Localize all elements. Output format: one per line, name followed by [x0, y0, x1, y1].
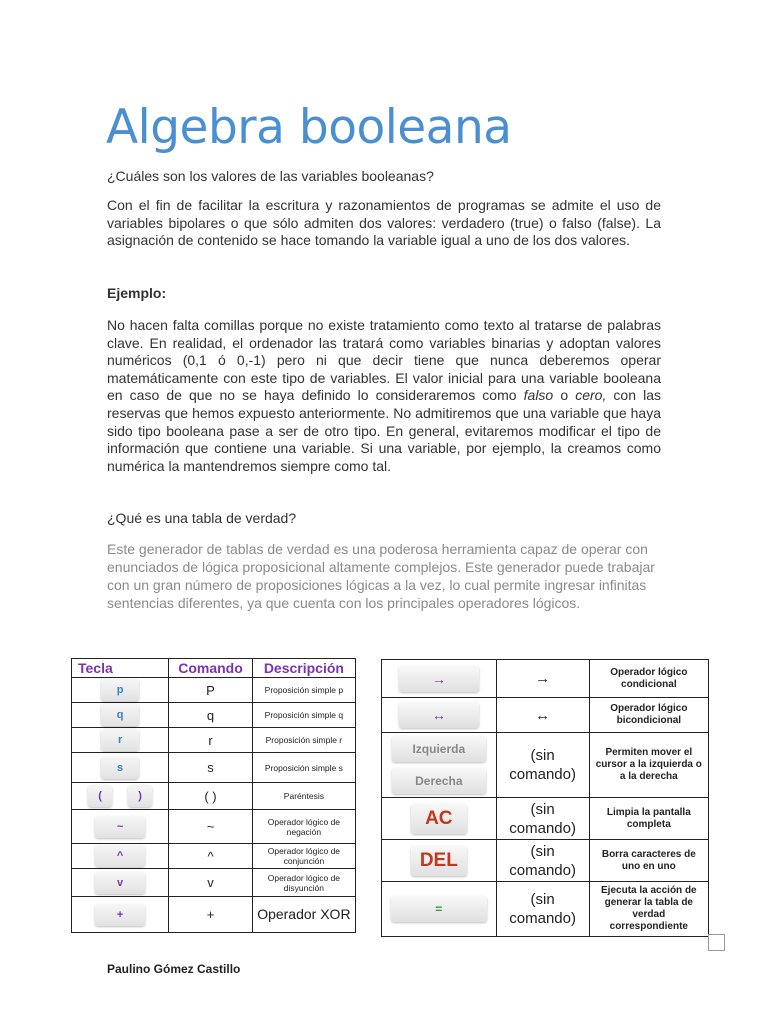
table-row	[382, 798, 709, 840]
description-cell: Operador XOR	[252, 897, 355, 933]
command-cell: →	[496, 660, 589, 698]
paragraph-example-mid: o	[553, 387, 576, 404]
paragraph-example-part2: con las reservas que hemos expuesto anteriormente. No admitiremos que una variable que haya sido tipo booleana pase a ser de otro tipo. En general, evitaremos modificar el tipo de información que contiene una variable. Si una variable, por ejemplo, la creamos como numérica la mantendremos siempre como tal.	[107, 387, 661, 474]
question-boolean-values: ¿Cuáles son los valores de las variables booleanas?	[107, 168, 434, 184]
key-conditional-button[interactable]: →	[399, 666, 479, 692]
command-cell: q	[169, 703, 253, 728]
paragraph-intro: Con el fin de facilitar la escritura y razonamientos de programas se admite el uso de variables bipolares o que sólo admiten dos valores: verdadero (true) o falso (false). La asignación de contenido se hace tomando la variable igual a uno de los dos valores.	[107, 197, 661, 249]
key-disjunction-button[interactable]: v	[95, 872, 145, 894]
table-row	[72, 703, 356, 728]
key-biconditional-button[interactable]: ↔	[399, 702, 479, 728]
key-cell	[72, 810, 169, 844]
table-row	[72, 844, 356, 869]
key-cell	[72, 728, 169, 753]
key-cell	[72, 844, 169, 869]
question-truth-table: ¿Qué es una tabla de verdad?	[107, 510, 297, 526]
paragraph-generator: Este generador de tablas de verdad es una poderosa herramienta capaz de operar con enunciados de lógica proposicional altamente complejos. Este generador puede trabajar con un gran número de proposiciones lógicas a la vez, lo cual permite ingresar infinitas sentencias diferentes, ya que cuenta con los principales operadores lógicos.	[107, 541, 655, 611]
key-cell	[72, 783, 169, 810]
key-cell	[72, 703, 169, 728]
key-cell	[72, 897, 169, 933]
header-tecla: Tecla	[72, 659, 169, 678]
key-q-button[interactable]: q	[101, 704, 139, 726]
description-cell: Proposición simple q	[252, 703, 355, 728]
paragraph-example	[107, 317, 661, 475]
table-row	[72, 869, 356, 897]
key-close-paren-button[interactable]: )	[128, 785, 152, 807]
key-cell	[72, 753, 169, 783]
description-cell: Borra caracteres de uno en uno	[589, 840, 708, 882]
keys-table-right	[381, 659, 709, 937]
key-clear-button[interactable]: AC	[411, 804, 467, 834]
table-row	[382, 882, 709, 937]
command-cell: (sin comando)	[496, 840, 589, 882]
key-right-button[interactable]: Derecha	[392, 768, 486, 794]
table-row	[72, 897, 356, 933]
description-cell: Proposición simple r	[252, 728, 355, 753]
description-cell: Proposición simple p	[252, 678, 355, 703]
command-cell: P	[169, 678, 253, 703]
key-cell	[382, 798, 497, 840]
description-cell: Operador lógico de disyunción	[252, 869, 355, 897]
header-descripcion: Descripción	[252, 659, 355, 678]
key-cell	[382, 660, 497, 698]
key-open-paren-button[interactable]: (	[88, 785, 112, 807]
description-cell: Permiten mover el cursor a la izquierda o a la derecha	[589, 733, 708, 798]
command-cell: s	[169, 753, 253, 783]
page-corner-mark	[708, 934, 725, 951]
key-negation-button[interactable]: ~	[95, 816, 145, 838]
description-cell: Paréntesis	[252, 783, 355, 810]
key-cell	[382, 733, 497, 798]
table-row	[382, 660, 709, 698]
key-xor-button[interactable]: +	[95, 904, 145, 926]
key-conjunction-button[interactable]: ^	[95, 845, 145, 867]
command-cell: ~	[169, 810, 253, 844]
key-p-button[interactable]: p	[101, 679, 139, 701]
table-row	[72, 753, 356, 783]
command-cell: (sin comando)	[496, 798, 589, 840]
description-cell: Operador lógico condicional	[589, 660, 708, 698]
keys-table-left	[71, 658, 356, 933]
key-cell	[72, 869, 169, 897]
paragraph-example-part1: No hacen falta comillas porque no existe tratamiento como texto al tratarse de palabras clave. En realidad, el ordenador las tratará como variables binarias y adoptan valores numéricos (0,1 ó 0,-1) pero ni que decir tiene que nunca deberemos operar matemáticamente con este tipo de variables. El valor inicial para una variable booleana en caso de que no se haya definido lo consideraremos como	[107, 317, 661, 404]
command-cell: ^	[169, 844, 253, 869]
description-cell: Proposición simple s	[252, 753, 355, 783]
table-row	[72, 678, 356, 703]
description-cell: Operador lógico de conjunción	[252, 844, 355, 869]
key-left-button[interactable]: Izquierda	[392, 736, 486, 762]
command-cell: ↔	[496, 698, 589, 733]
table-row	[382, 698, 709, 733]
key-cell	[382, 840, 497, 882]
emphasis-falso: falso	[523, 387, 554, 404]
table-row	[72, 783, 356, 810]
table-header-row	[72, 659, 356, 678]
key-s-button[interactable]: s	[101, 757, 139, 779]
key-equals-button[interactable]: =	[391, 896, 487, 922]
table-row	[72, 810, 356, 844]
table-row	[382, 733, 709, 798]
description-cell: Ejecuta la acción de generar la tabla de verdad correspondiente	[589, 882, 708, 937]
key-cell	[382, 882, 497, 937]
command-cell: r	[169, 728, 253, 753]
page-title: Algebra booleana	[106, 100, 512, 155]
command-cell: ( )	[169, 783, 253, 810]
description-cell: Operador lógico de negación	[252, 810, 355, 844]
description-cell: Operador lógico bicondicional	[589, 698, 708, 733]
command-cell: v	[169, 869, 253, 897]
author-footer: Paulino Gómez Castillo	[107, 962, 241, 976]
command-cell: (sin comando)	[496, 733, 589, 798]
header-comando: Comando	[169, 659, 253, 678]
key-cell	[72, 678, 169, 703]
command-cell: +	[169, 897, 253, 933]
table-row	[382, 840, 709, 882]
key-cell	[382, 698, 497, 733]
example-heading: Ejemplo:	[107, 285, 167, 301]
key-r-button[interactable]: r	[101, 729, 139, 751]
table-row	[72, 728, 356, 753]
key-delete-button[interactable]: DEL	[411, 846, 467, 876]
command-cell: (sin comando)	[496, 882, 589, 937]
emphasis-cero: cero,	[575, 387, 607, 404]
description-cell: Limpia la pantalla completa	[589, 798, 708, 840]
